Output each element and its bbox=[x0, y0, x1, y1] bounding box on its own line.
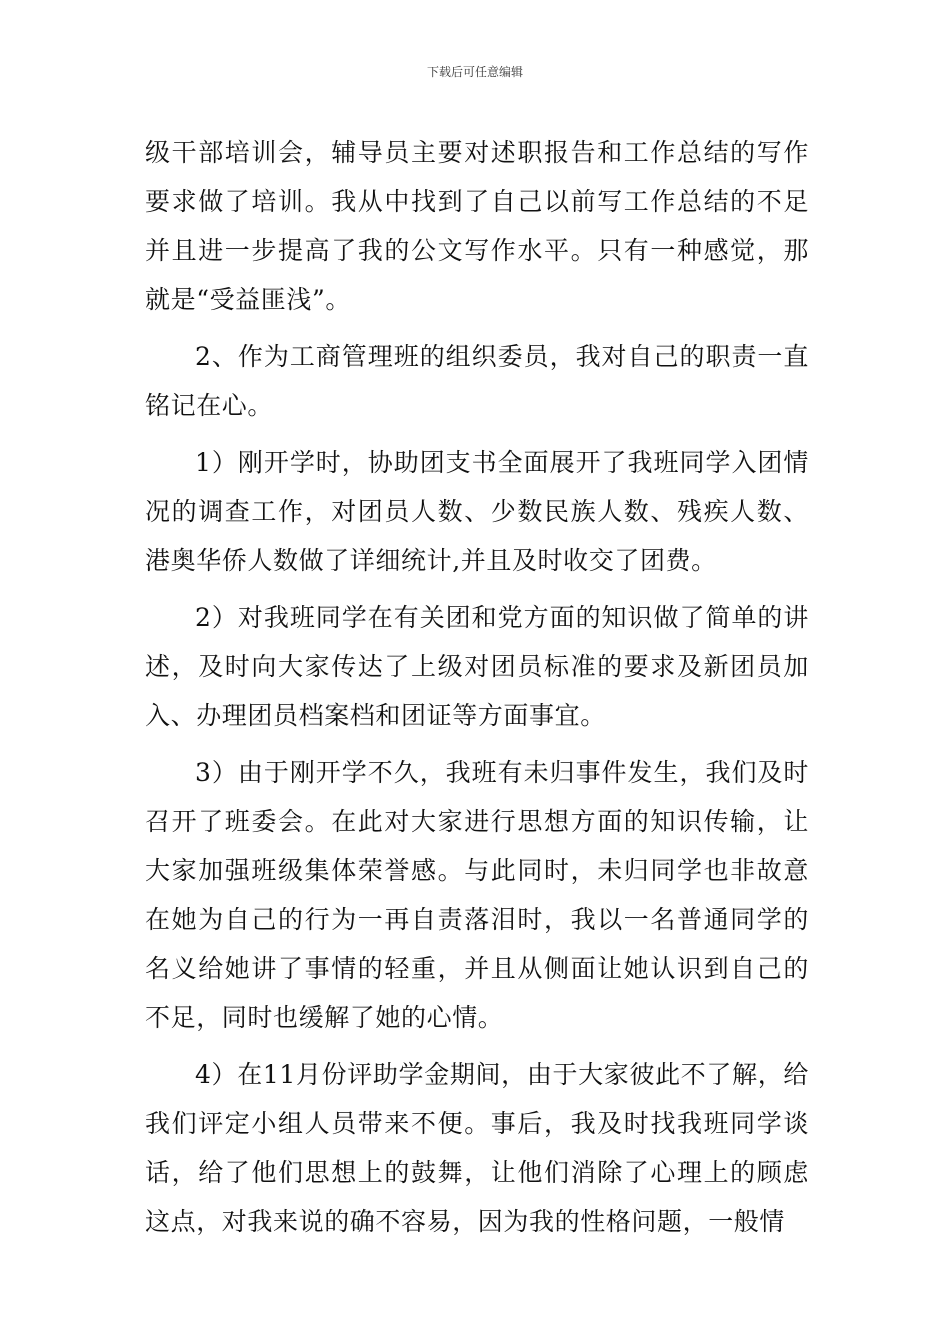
paragraph-5: 3）由于刚开学不久，我班有未归事件发生，我们及时召开了班委会。在此对大家进行思想方面的知识传输，让大家加强班级集体荣誉感。与此同时，未归同学也非故意在她为自己的行为一再自责落泪时，我以一名普通同学的名义给她讲了事情的轻重，并且从侧面让她认识到自己的不足，同时也缓解了她的心情。 bbox=[145, 758, 809, 1032]
paragraph-6: 4）在11月份评助学金期间，由于大家彼此不了解，给我们评定小组人员带来不便。事后，我及时找我班同学谈话，给了他们思想上的鼓舞，让他们消除了心理上的顾虑这点，对我来说的确不容易，因为我的性格问题，一般情 bbox=[145, 1060, 809, 1236]
paragraph-1: 级干部培训会，辅导员主要对述职报告和工作总结的写作要求做了培训。我从中找到了自己以前写工作总结的不足并且进一步提高了我的公文写作水平。只有一种感觉，那就是“受益匪浅”。 bbox=[145, 138, 809, 314]
page-header: 下载后可任意编辑 bbox=[426, 65, 523, 79]
paragraph-2: 2、作为工商管理班的组织委员，我对自己的职责一直铭记在心。 bbox=[145, 342, 809, 420]
paragraph-3: 1）刚开学时，协助团支书全面展开了我班同学入团情况的调查工作，对团员人数、少数民族人数、残疾人数、港奥华侨人数做了详细统计,并且及时收交了团费。 bbox=[145, 448, 809, 575]
document-body bbox=[145, 128, 809, 1254]
paragraph-4: 2）对我班同学在有关团和党方面的知识做了简单的讲述，及时向大家传达了上级对团员标准的要求及新团员加入、办理团员档案档和团证等方面事宜。 bbox=[145, 603, 809, 730]
